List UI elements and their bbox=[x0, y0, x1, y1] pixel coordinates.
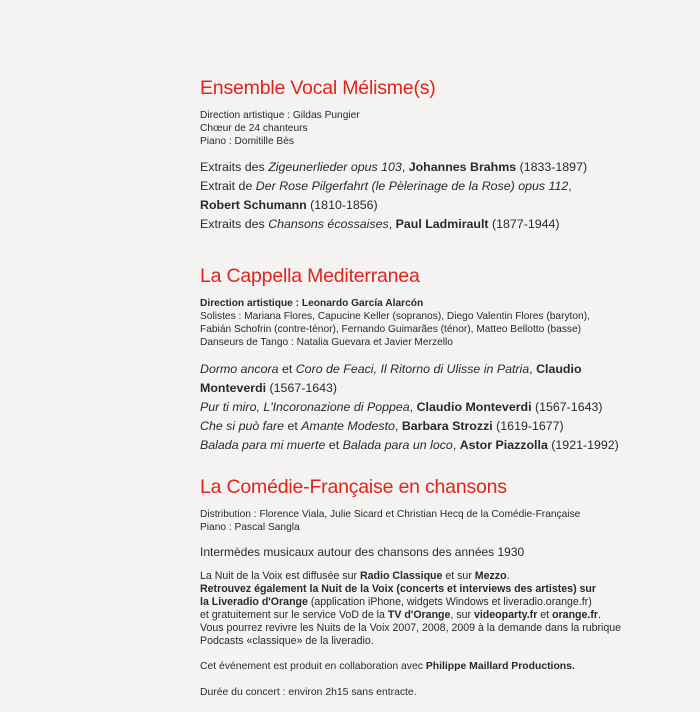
work-sep: et bbox=[325, 438, 343, 452]
work-composer: Claudio Monteverdi bbox=[416, 400, 532, 414]
work-item bbox=[200, 360, 620, 379]
work-item bbox=[200, 215, 620, 234]
info-line bbox=[200, 609, 620, 622]
credits bbox=[200, 508, 620, 534]
work-sep: et bbox=[278, 362, 296, 376]
work-composer: Johannes Brahms bbox=[408, 160, 517, 174]
info-highlight: la Liveradio d'Orange bbox=[200, 596, 308, 608]
work-title: Coro de Feaci, Il Ritorno di Ulisse in Patria bbox=[295, 362, 530, 376]
work-item bbox=[200, 398, 620, 417]
info-line bbox=[200, 570, 620, 583]
work-title: Chansons écossaises bbox=[268, 217, 389, 231]
work-composer: Barbara Strozzi bbox=[401, 419, 493, 433]
work-composer: Monteverdi bbox=[200, 381, 267, 395]
works-list bbox=[200, 360, 620, 455]
production-credit bbox=[200, 660, 620, 673]
info-highlight: videoparty.fr bbox=[473, 609, 538, 621]
work-item bbox=[200, 158, 620, 177]
work-sep: , bbox=[452, 438, 460, 452]
credit-soloists: Solistes : Mariana Flores, Capucine Keller (sopranos), Diego Valentin Flores (baryton), bbox=[200, 311, 590, 322]
credit-dancers: Danseurs de Tango : Natalia Guevara et Javier Merzello bbox=[200, 337, 453, 348]
work-sep: , bbox=[568, 179, 572, 193]
work-sep: , bbox=[394, 419, 402, 433]
work-title: Der Rose Pilgerfahrt (le Pèlerinage de la Rose) opus 112 bbox=[255, 179, 569, 193]
info-line bbox=[200, 596, 620, 609]
work-prefix: Extraits des bbox=[200, 217, 269, 231]
works-list bbox=[200, 158, 620, 234]
info-text: et bbox=[537, 609, 553, 621]
info-highlight: orange.fr bbox=[552, 609, 598, 621]
work-sep: , bbox=[388, 217, 396, 231]
credit-direction: Direction artistique : Gildas Pungier bbox=[200, 110, 360, 121]
section-heading: La Cappella Mediterranea bbox=[200, 265, 420, 287]
info-text: et gratuitement sur le service VoD de la bbox=[200, 609, 388, 621]
info-highlight: TV d'Orange bbox=[387, 609, 451, 621]
info-text: et sur bbox=[442, 570, 475, 582]
credit-soloists-cont: Fabián Schofrin (contre-ténor), Fernando Guimarães (ténor), Matteo Bellotto (basse) bbox=[200, 324, 582, 335]
work-composer: Paul Ladmirault bbox=[395, 217, 489, 231]
work-item-cont bbox=[200, 196, 620, 215]
info-text: (application iPhone, widgets Windows et liveradio.orange.fr) bbox=[307, 596, 592, 608]
credit-piano: Piano : Domitille Bès bbox=[200, 136, 294, 147]
work-title: Balada para un loco bbox=[342, 438, 453, 452]
production-name: Philippe Maillard Productions. bbox=[425, 661, 575, 672]
work-item bbox=[200, 436, 620, 455]
work-dates: (1567-1643) bbox=[266, 381, 338, 395]
work-title: Amante Modesto bbox=[301, 419, 395, 433]
work-sep: et bbox=[284, 419, 302, 433]
work-composer: Claudio bbox=[536, 362, 582, 376]
work-dates: (1810-1856) bbox=[306, 198, 378, 212]
work-dates: (1833-1897) bbox=[516, 160, 588, 174]
work-item bbox=[200, 177, 620, 196]
program-page bbox=[200, 76, 620, 712]
work-dates: (1877-1944) bbox=[488, 217, 560, 231]
intermedes-text: Intermèdes musicaux autour des chansons des années 1930 bbox=[200, 545, 525, 559]
section-heading: Ensemble Vocal Mélisme(s) bbox=[200, 77, 436, 99]
info-line: Podcasts «classique» de la liveradio. bbox=[200, 635, 374, 647]
info-text: La Nuit de la Voix est diffusée sur bbox=[200, 570, 360, 582]
info-highlight: Radio Classique bbox=[359, 570, 443, 582]
section-cappella bbox=[200, 264, 620, 455]
work-item bbox=[200, 417, 620, 436]
work-dates: (1921-1992) bbox=[547, 438, 619, 452]
credit-choir: Chœur de 24 chanteurs bbox=[200, 123, 308, 134]
credit-distribution: Distribution : Florence Viala, Julie Sicard et Christian Hecq de la Comédie-Française bbox=[200, 509, 581, 520]
credit-direction: Direction artistique : Leonardo García Alarcón bbox=[200, 298, 424, 309]
broadcast-info bbox=[200, 570, 620, 648]
concert-duration: Durée du concert : environ 2h15 sans entracte. bbox=[200, 687, 417, 698]
work-prefix: Extraits des bbox=[200, 160, 269, 174]
info-text: . bbox=[598, 609, 601, 621]
info-text: , sur bbox=[450, 609, 474, 621]
credit-piano: Piano : Pascal Sangla bbox=[200, 522, 300, 533]
work-sep: , bbox=[529, 362, 537, 376]
work-sep: , bbox=[409, 400, 417, 414]
work-composer: Robert Schumann bbox=[200, 198, 307, 212]
section-comedie-francaise bbox=[200, 475, 620, 699]
section-ensemble-vocal bbox=[200, 76, 620, 234]
credits bbox=[200, 109, 620, 148]
info-text: . bbox=[506, 570, 510, 582]
production-text: Cet événement est produit en collaboration avec bbox=[200, 661, 426, 672]
work-title: Balada para mi muerte bbox=[200, 438, 326, 452]
work-title: Dormo ancora bbox=[200, 362, 279, 376]
work-title: Che si può fare bbox=[200, 419, 285, 433]
info-line: Vous pourrez revivre les Nuits de la Voix 2007, 2008, 2009 à la demande dans la rubrique bbox=[200, 622, 622, 634]
info-highlight: Mezzo bbox=[474, 570, 507, 582]
section-heading: La Comédie-Française en chansons bbox=[200, 476, 507, 498]
work-title: Zigeunerlieder opus 103 bbox=[268, 160, 402, 174]
work-composer: Astor Piazzolla bbox=[459, 438, 548, 452]
credits bbox=[200, 297, 620, 349]
work-item-cont bbox=[200, 379, 620, 398]
work-dates: (1619-1677) bbox=[492, 419, 564, 433]
work-title: Pur ti miro, L'Incoronazione di Poppea bbox=[200, 400, 410, 414]
work-sep: , bbox=[401, 160, 409, 174]
work-prefix: Extrait de bbox=[200, 179, 256, 193]
work-dates: (1567-1643) bbox=[531, 400, 603, 414]
info-line: Retrouvez également la Nuit de la Voix (concerts et interviews des artistes) sur bbox=[200, 583, 597, 595]
